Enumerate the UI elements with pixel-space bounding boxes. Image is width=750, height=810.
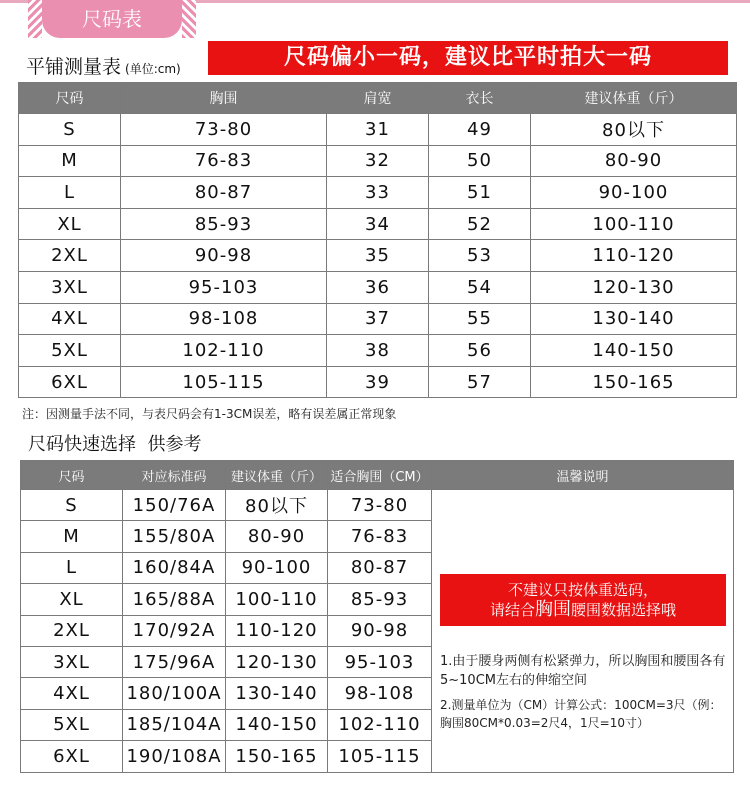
table-cell: 49	[429, 114, 531, 146]
table-cell: 33	[327, 177, 429, 209]
tip-box-line1: 不建议只按体重选码，	[507, 581, 658, 599]
table-cell: 102-110	[121, 335, 327, 367]
table-cell: 80-87	[121, 177, 327, 209]
table-cell: 80以下	[226, 490, 328, 521]
table-cell: 98-108	[121, 303, 327, 335]
table-cell: 54	[429, 271, 531, 303]
table-cell: 120-130	[531, 271, 737, 303]
table-cell: 102-110	[328, 709, 432, 740]
table-cell: 5XL	[21, 709, 123, 740]
table-cell: 36	[327, 271, 429, 303]
table-cell: 76-83	[328, 521, 432, 552]
table-cell: 53	[429, 240, 531, 272]
table-cell: 2XL	[21, 615, 123, 646]
table-cell: 98-108	[328, 678, 432, 709]
table-cell: 2XL	[19, 240, 121, 272]
table-cell: 90-98	[121, 240, 327, 272]
table-cell: 130-140	[531, 303, 737, 335]
table-cell: 130-140	[226, 678, 328, 709]
table-cell: 37	[327, 303, 429, 335]
table-cell: 95-103	[121, 271, 327, 303]
table-cell: 85-93	[121, 208, 327, 240]
table-header-row	[19, 83, 737, 114]
table-cell: 105-115	[121, 366, 327, 398]
table-cell: 85-93	[328, 584, 432, 615]
table-row	[21, 490, 734, 521]
col-header: 尺码	[19, 83, 121, 114]
table1-title	[26, 52, 181, 79]
table-cell: 170/92A	[123, 615, 226, 646]
table-cell: 3XL	[21, 646, 123, 677]
table-row	[19, 366, 737, 398]
table-cell: S	[19, 114, 121, 146]
tip-warning-box	[440, 574, 726, 626]
table-cell: M	[19, 145, 121, 177]
table-cell: 95-103	[328, 646, 432, 677]
table-cell: 51	[429, 177, 531, 209]
table-cell: 39	[327, 366, 429, 398]
col-header: 胸围	[121, 83, 327, 114]
table-cell: 110-120	[531, 240, 737, 272]
tip-box-line2	[440, 600, 726, 620]
col-header: 建议体重（斤）	[531, 83, 737, 114]
table-cell: 5XL	[19, 335, 121, 367]
table-cell: 90-100	[226, 552, 328, 583]
table-cell: 38	[327, 335, 429, 367]
col-header: 肩宽	[327, 83, 429, 114]
table-cell: 140-150	[531, 335, 737, 367]
table-cell: L	[19, 177, 121, 209]
tip-elasticity: 1.由于腰身两侧有松紧弹力，所以胸围和腰围各有5~10CM左右的伸缩空间	[440, 654, 726, 688]
table-cell: 52	[429, 208, 531, 240]
size-warning-banner: 尺码偏小一码，建议比平时拍大一码	[208, 41, 728, 75]
table-cell: 150-165	[226, 741, 328, 772]
col-header: 适合胸围（CM）	[328, 461, 432, 490]
table-cell: 140-150	[226, 709, 328, 740]
table-cell: 120-130	[226, 646, 328, 677]
table-cell: 34	[327, 208, 429, 240]
table-cell: 155/80A	[123, 521, 226, 552]
table-cell: 73-80	[328, 490, 432, 521]
table-cell: S	[21, 490, 123, 521]
table-row	[19, 208, 737, 240]
table-cell: 180/100A	[123, 678, 226, 709]
table-cell: 31	[327, 114, 429, 146]
table-row	[19, 114, 737, 146]
tip-box-line2-a: 请结合	[489, 601, 535, 619]
table-cell: XL	[19, 208, 121, 240]
table-cell: 80-90	[531, 145, 737, 177]
table-cell: 110-120	[226, 615, 328, 646]
table-cell: 6XL	[19, 366, 121, 398]
table-cell: 73-80	[121, 114, 327, 146]
table-cell: 56	[429, 335, 531, 367]
col-header: 对应标准码	[123, 461, 226, 490]
table-cell: 4XL	[21, 678, 123, 709]
table-row	[19, 335, 737, 367]
table2-title: 尺码快速选择 供参考	[28, 434, 202, 455]
table-cell: 4XL	[19, 303, 121, 335]
table-cell: 35	[327, 240, 429, 272]
table-cell: 175/96A	[123, 646, 226, 677]
col-header: 衣长	[429, 83, 531, 114]
table1-unit: (单位:cm)	[125, 62, 181, 76]
col-header: 温馨说明	[432, 461, 734, 490]
col-header: 建议体重（斤）	[226, 461, 328, 490]
table-cell: 55	[429, 303, 531, 335]
table-row	[19, 240, 737, 272]
table-cell: L	[21, 552, 123, 583]
tip-box-chest: 胸围	[535, 599, 571, 620]
table-cell: XL	[21, 584, 123, 615]
table-row	[19, 177, 737, 209]
table-cell: 80-87	[328, 552, 432, 583]
table-row	[19, 145, 737, 177]
table-cell: 50	[429, 145, 531, 177]
table-cell: 3XL	[19, 271, 121, 303]
table-cell: 150/76A	[123, 490, 226, 521]
table-cell: 32	[327, 145, 429, 177]
table-cell: 190/108A	[123, 741, 226, 772]
tip-box-line2-c: 腰围数据选择哦	[571, 601, 677, 619]
table1-title-text: 平铺测量表	[26, 56, 122, 78]
table-cell: 100-110	[531, 208, 737, 240]
table-row	[19, 303, 737, 335]
table-row	[19, 271, 737, 303]
table-cell: 80-90	[226, 521, 328, 552]
table-cell: 150-165	[531, 366, 737, 398]
table-cell: 76-83	[121, 145, 327, 177]
size-chart-tab: 尺码表	[42, 0, 182, 38]
table-cell: 80以下	[531, 114, 737, 146]
table-cell: 185/104A	[123, 709, 226, 740]
table-cell: 57	[429, 366, 531, 398]
table-cell: M	[21, 521, 123, 552]
table-cell: 160/84A	[123, 552, 226, 583]
measurement-note: 注：因测量手法不同，与表尺码会有1-3CM误差，略有误差属正常现象	[22, 407, 397, 421]
table-cell: 165/88A	[123, 584, 226, 615]
table-header-row	[21, 461, 734, 490]
col-header: 尺码	[21, 461, 123, 490]
flat-measure-table	[18, 82, 737, 398]
table-cell: 90-98	[328, 615, 432, 646]
table-cell: 105-115	[328, 741, 432, 772]
table-cell: 6XL	[21, 741, 123, 772]
tip-unit-formula: 2.测量单位为（CM）计算公式：100CM=3尺（例：胸围80CM*0.03=2尺4，1尺=10寸）	[440, 698, 722, 730]
table-cell: 90-100	[531, 177, 737, 209]
table-cell: 100-110	[226, 584, 328, 615]
